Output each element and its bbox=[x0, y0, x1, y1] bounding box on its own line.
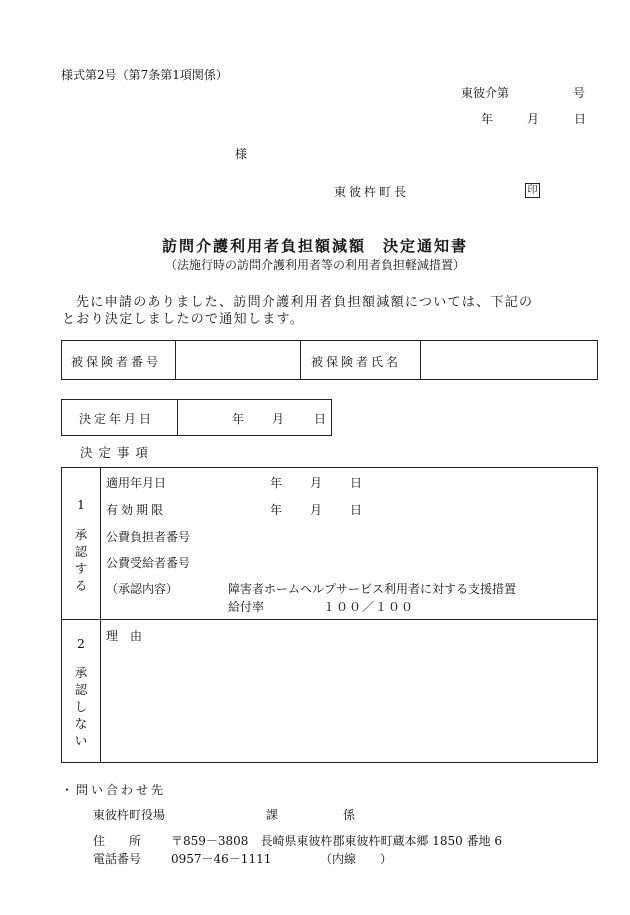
decision-date-day: 日 bbox=[314, 412, 327, 426]
valid-period-month: 月 bbox=[310, 503, 323, 517]
issue-date-year: 年 bbox=[481, 112, 494, 126]
insured-number-label: 被保険者番号 bbox=[71, 355, 162, 369]
reason-label: 理 由 bbox=[106, 629, 143, 643]
decision-items-heading: 決 定 事 項 bbox=[80, 445, 149, 460]
applied-date-day: 日 bbox=[350, 476, 363, 490]
document-title: 訪問介護利用者負担額減額 決定通知書 bbox=[161, 237, 468, 255]
approve-number: 1 bbox=[77, 497, 85, 512]
approval-content-value: 障害者ホームヘルプサービス利用者に対する支援措置 bbox=[228, 582, 517, 596]
public-recipient-number-label: 公費受給者番号 bbox=[106, 556, 191, 570]
disapprove-number: 2 bbox=[77, 636, 85, 651]
applied-date-label: 適用年月日 bbox=[106, 476, 167, 490]
public-payer-number-label: 公費負担者番号 bbox=[106, 530, 191, 544]
decision-date-year: 年 bbox=[232, 412, 245, 426]
contact-section: 課 bbox=[266, 808, 279, 822]
document-number-prefix: 東彼介第 bbox=[461, 86, 510, 100]
applied-date-year: 年 bbox=[270, 476, 283, 490]
benefit-rate-label: 給付率 bbox=[228, 600, 265, 614]
approval-content-label: （承認内容） bbox=[106, 582, 179, 596]
intro-line-2: とおり決定しましたので通知します。 bbox=[62, 312, 305, 327]
form-number: 様式第2号（第7条第1項関係） bbox=[61, 68, 228, 82]
contact-unit: 係 bbox=[343, 808, 356, 822]
issue-date-day: 日 bbox=[574, 112, 587, 126]
issue-date-month: 月 bbox=[527, 112, 540, 126]
official-seal: 印 bbox=[525, 183, 540, 198]
contact-heading: ・問い合わせ先 bbox=[61, 783, 167, 797]
decision-date-label: 決定年月日 bbox=[79, 412, 155, 426]
address-value: 〒859－3808 長崎県東彼杵郡東彼杵町蔵本郷 1850 番地 6 bbox=[171, 834, 503, 848]
valid-period-day: 日 bbox=[350, 503, 363, 517]
intro-line-1: 先に申請のありました、訪問介護利用者負担額減額については、下記の bbox=[76, 295, 534, 310]
contact-office: 東彼杵町役場 bbox=[93, 808, 166, 822]
valid-period-year: 年 bbox=[270, 503, 283, 517]
applied-date-month: 月 bbox=[310, 476, 323, 490]
approve-label: 承認する bbox=[74, 527, 88, 593]
issuer-name: 東彼杵町長 bbox=[334, 185, 410, 199]
document-subtitle: （法施行時の訪問介護利用者等の利用者負担軽減措置） bbox=[164, 258, 465, 272]
phone-label: 電話番号 bbox=[93, 852, 142, 866]
phone-value: 0957－46－1111 bbox=[171, 852, 272, 866]
phone-extension: （内線 ） bbox=[320, 852, 393, 866]
recipient-honorific: 様 bbox=[235, 147, 248, 161]
decision-date-month: 月 bbox=[272, 412, 285, 426]
benefit-rate-value: １００／１００ bbox=[323, 600, 415, 614]
disapprove-label: 承認しない bbox=[74, 665, 88, 748]
valid-period-label: 有効期限 bbox=[106, 503, 167, 517]
address-label: 住 所 bbox=[93, 834, 142, 848]
insured-name-label: 被保険者氏名 bbox=[311, 355, 402, 369]
document-number-suffix: 号 bbox=[573, 86, 586, 100]
